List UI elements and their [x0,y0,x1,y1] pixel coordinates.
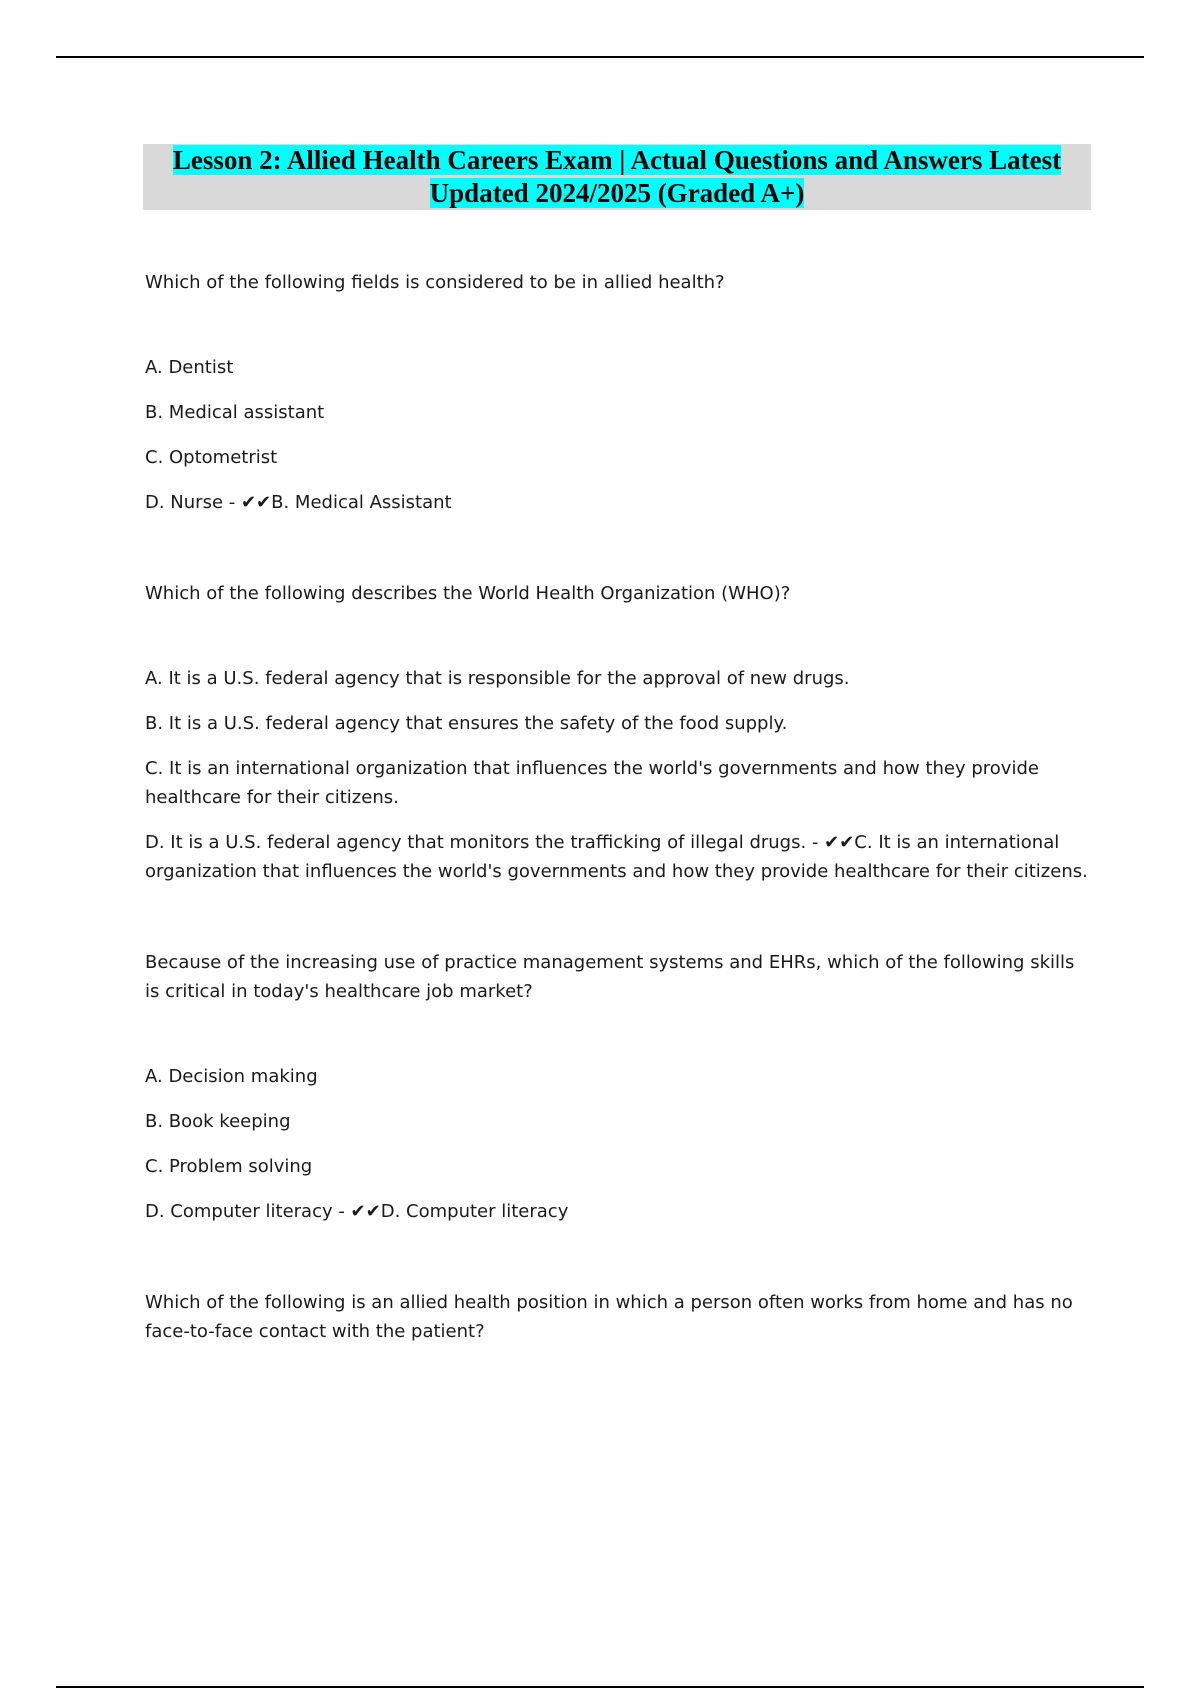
question-3: Because of the increasing use of practice management systems and EHRs, which of the following skills is critical in today's healthcare job market? [145,952,1075,1002]
question-1: Which of the following fields is considered to be in allied health? [145,272,725,293]
question-3-option-d-answer: D. Computer literacy - ✔✔D. Computer literacy [145,1201,569,1222]
question-1-option-c: C. Optometrist [145,447,278,468]
bottom-rule [56,1686,1144,1688]
question-2-option-a: A. It is a U.S. federal agency that is responsible for the approval of new drugs. [145,668,850,689]
question-2-option-b: B. It is a U.S. federal agency that ensures the safety of the food supply. [145,713,788,734]
question-3-option-c: C. Problem solving [145,1156,313,1177]
title-line-1: Lesson 2: Allied Health Careers Exam | Actual Questions and Answers Latest [172,145,1062,175]
question-2-option-c: C. It is an international organization that influences the world's governments and how they provide healthcare for their citizens. [145,758,1039,808]
question-3-option-b: B. Book keeping [145,1111,291,1132]
question-1-option-b: B. Medical assistant [145,402,325,423]
document-title [143,144,1091,210]
question-3-option-a: A. Decision making [145,1066,318,1087]
title-line-2: Updated 2024/2025 (Graded A+) [429,178,805,208]
question-2-option-d-answer: D. It is a U.S. federal agency that monitors the trafficking of illegal drugs. - ✔✔C. It is an international organization that influences the world's governments and how they provide healthcare for their citizens. [145,832,1088,882]
question-2: Which of the following describes the World Health Organization (WHO)? [145,583,791,604]
question-1-option-d-answer: D. Nurse - ✔✔B. Medical Assistant [145,492,452,513]
question-4: Which of the following is an allied health position in which a person often works from home and has no face-to-face contact with the patient? [145,1292,1073,1342]
question-1-option-a: A. Dentist [145,357,234,378]
top-rule [56,56,1144,58]
question-list [145,268,1090,1402]
